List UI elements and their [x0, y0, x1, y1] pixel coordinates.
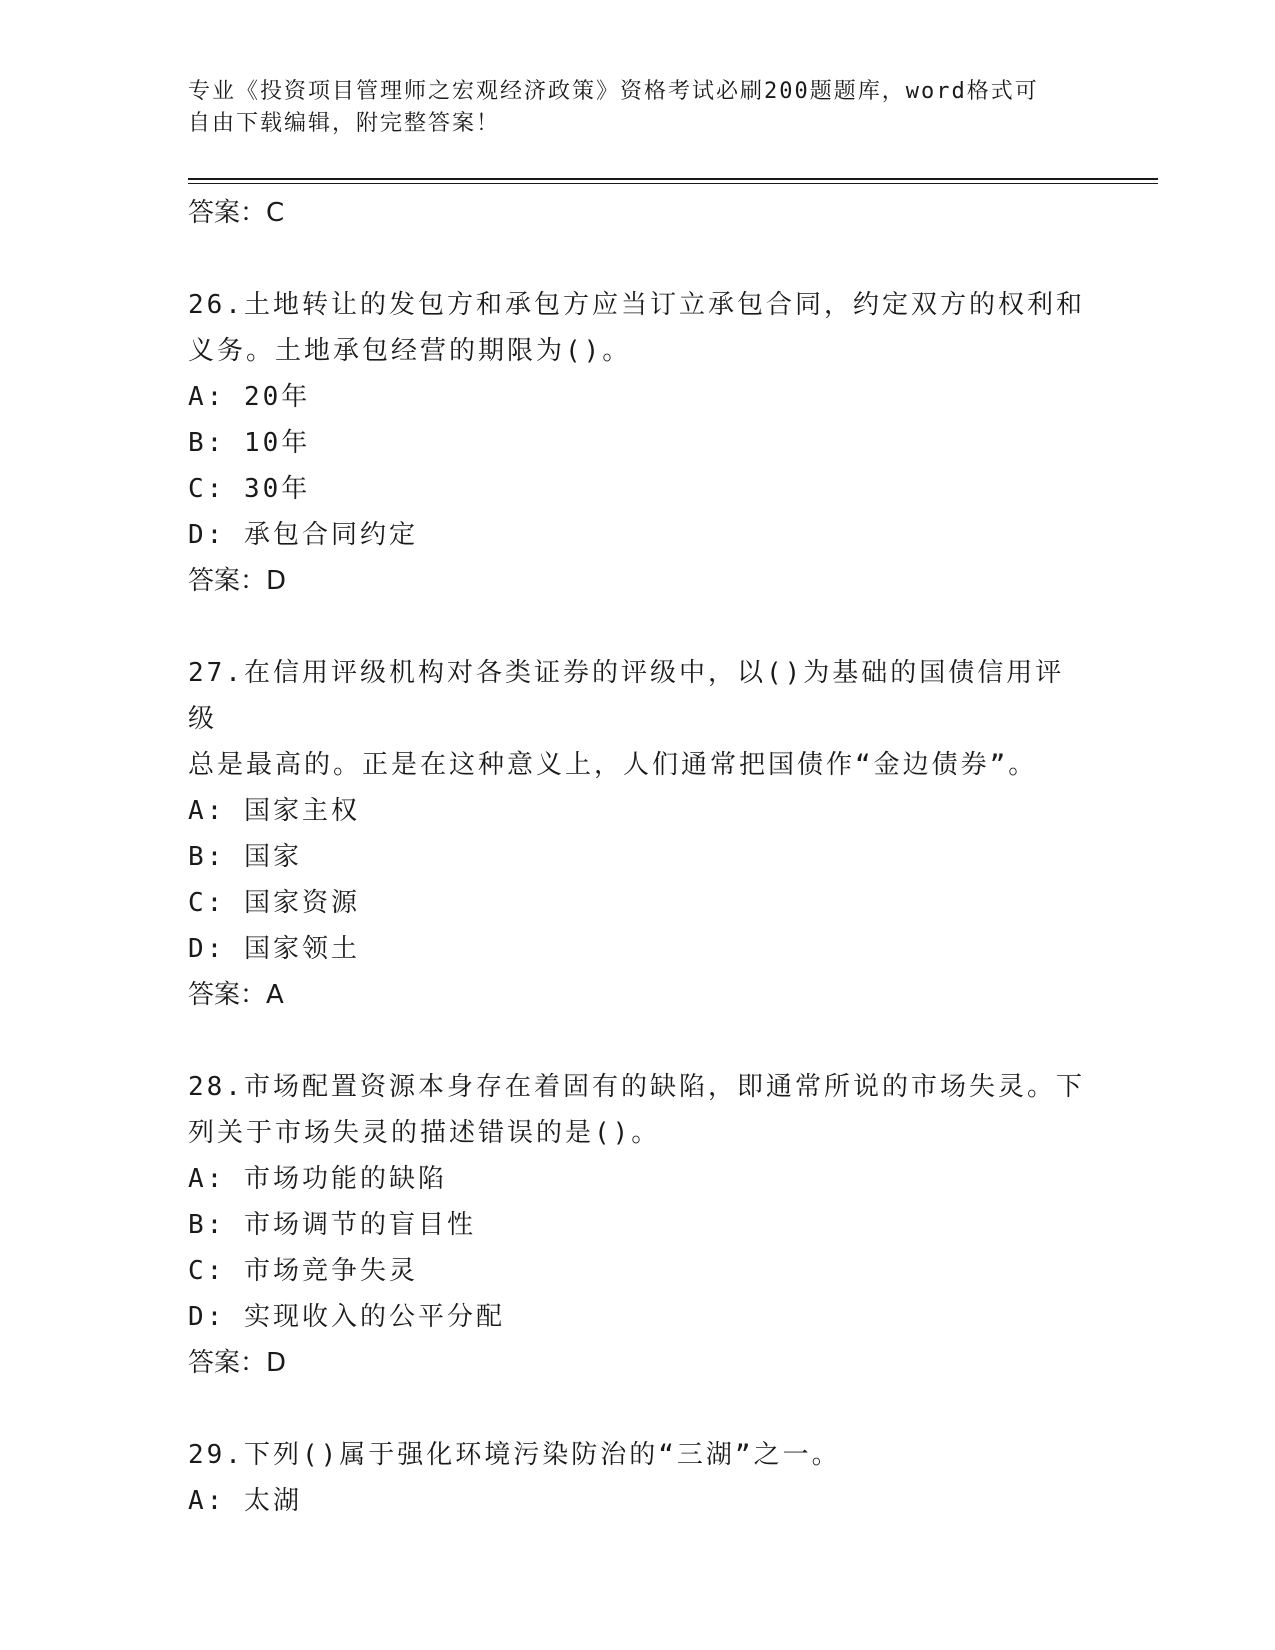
option-a: A: 太湖: [188, 1486, 302, 1516]
header-divider-thick: [188, 178, 1158, 180]
option-c: C: 国家资源: [188, 888, 360, 918]
page-header: [188, 76, 1088, 140]
answer-line: 答案：A: [188, 980, 284, 1010]
question-28: [188, 1064, 1088, 1386]
option-a: A: 市场功能的缺陷: [188, 1164, 447, 1194]
option-d: D: 承包合同约定: [188, 520, 418, 550]
option-c: C: 30年: [188, 474, 311, 504]
question-29: [188, 1432, 1088, 1524]
question-text-line: 总是最高的。正是在这种意义上，人们通常把国债作“金边债券”。: [188, 750, 1038, 780]
header-line-1: 专业《投资项目管理师之宏观经济政策》资格考试必刷200题题库，word格式可: [188, 79, 1039, 104]
option-d: D: 实现收入的公平分配: [188, 1302, 505, 1332]
option-b: B: 国家: [188, 842, 302, 872]
question-27: [188, 650, 1088, 1018]
question-text-line: 28.市场配置资源本身存在着固有的缺陷，即通常所说的市场失灵。下: [188, 1072, 1085, 1102]
question-text-line: 列关于市场失灵的描述错误的是()。: [188, 1118, 661, 1148]
spacer: [188, 604, 1088, 650]
option-b: B: 市场调节的盲目性: [188, 1210, 476, 1240]
spacer: [188, 1386, 1088, 1432]
header-divider-thin: [188, 183, 1158, 184]
option-d: D: 国家领土: [188, 934, 360, 964]
answer-line: 答案：D: [188, 1348, 287, 1378]
spacer: [188, 236, 1088, 282]
question-text-line: 义务。土地承包经营的期限为()。: [188, 336, 632, 366]
option-c: C: 市场竞争失灵: [188, 1256, 418, 1286]
question-list: [188, 190, 1088, 1524]
question-text-line: 26.土地转让的发包方和承包方应当订立承包合同，约定双方的权利和: [188, 290, 1085, 320]
spacer: [188, 1018, 1088, 1064]
option-a: A: 国家主权: [188, 796, 360, 826]
option-a: A: 20年: [188, 382, 311, 412]
question-text-line: 27.在信用评级机构对各类证券的评级中，以()为基础的国债信用评级: [188, 658, 1065, 734]
question-text-line: 29.下列()属于强化环境污染防治的“三湖”之一。: [188, 1440, 841, 1470]
header-line-2: 自由下载编辑，附完整答案！: [188, 111, 501, 136]
question-26: [188, 282, 1088, 604]
answer-line: 答案：D: [188, 566, 287, 596]
option-b: B: 10年: [188, 428, 311, 458]
previous-answer: 答案：C: [188, 198, 285, 228]
